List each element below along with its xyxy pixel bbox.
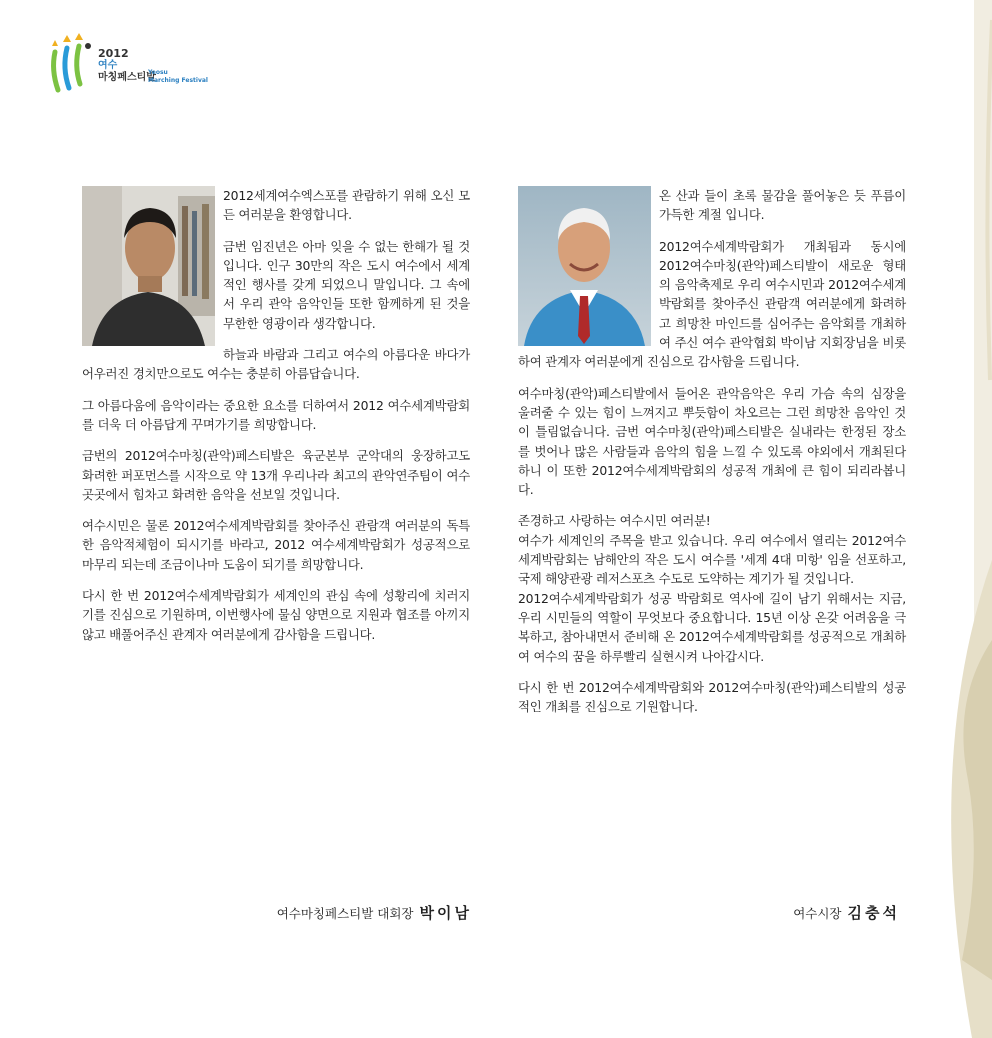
right-paragraph-6: 2012여수세계박람회가 성공 박람회로 역사에 길이 남기 위해서는 지금, 우리 시민들의 역할이 무엇보다 중요합니다. 15년 이상 온갖 어려움을 극복하고, 참아내면서 준비해 온 2012여수세계박람회를 성공적으로 개최하여 여수의 꿈을 하루빨리 실현시켜 나아갑시다.: [518, 590, 906, 664]
mayor-greeting-column: [518, 186, 906, 728]
logo-figures-icon: [48, 32, 92, 94]
left-paragraph-3: 하늘과 바람과 그리고 여수의 아름다운 바다가 어우러진 경치만으로도 여수는 충분히 아름답습니다.: [82, 347, 470, 382]
left-paragraph-7: 다시 한 번 2012여수세계박람회가 세계인의 관심 속에 성황리에 치러지기를 진심으로 기원하며, 이번행사에 물심 양면으로 지원과 협조를 아끼지 않고 배풀어주신 관계자 여러분에게 감사함을 드립니다.: [82, 588, 470, 642]
logo-name: 마칭페스티발: [98, 72, 156, 83]
chairman-portrait-photo: [82, 186, 215, 346]
festival-logo: [48, 32, 248, 96]
right-paragraph-4: 존경하고 사랑하는 여수시민 여러분!: [518, 513, 711, 529]
mayor-signature-name: 김충석: [847, 904, 900, 922]
chairman-signature-title: 여수마칭페스티발 대회장: [276, 906, 414, 921]
chairman-greeting-column: [82, 186, 470, 656]
mayor-signature-title: 여수시장: [793, 906, 842, 921]
logo-english-line-1: Yeosu: [148, 69, 168, 76]
right-paragraph-1: 온 산과 들이 초록 물감을 풀어놓은 듯 푸름이 가득한 계절 입니다.: [659, 188, 906, 223]
chairman-signature-name: 박이남: [419, 904, 472, 922]
logo-city: 여수: [98, 60, 118, 71]
left-paragraph-6: 여수시민은 물론 2012여수세계박람회를 찾아주신 관람객 여러분의 독특한 음악적체험이 되시기를 바라고, 2012 여수세계박람회가 성공적으로 마무리 되는데 조금이나마 도움이 되기를 희망합니다.: [82, 518, 470, 572]
mayor-portrait-photo: [518, 186, 651, 346]
right-paragraph-2: 2012여수세계박람회가 개최됨과 동시에 2012여수마칭(관악)페스티발이 새로운 형태의 음악축제로 우리 여수시민과 2012여수세계박람회를 찾아주신 관람객 여러분에게 화려하고 희망찬 마인드를 심어주는 음악회를 개최하여 주신 여수 관악협회 박이남 지회장님을 비롯하여 관계자 여러분에게 진심으로 감사함을 드립니다.: [518, 238, 906, 370]
left-paragraph-2: 금번 임진년은 아마 잊을 수 없는 한해가 될 것입니다. 인구 30만의 작은 도시 여수에서 세계적인 행사를 갖게 되었으니 말입니다. 그 속에서 우리 관악 음악인들 또한 함께하게 된 것을 무한한 영광이라 생각합니다.: [223, 238, 470, 331]
left-paragraph-5: 금번의 2012여수마칭(관악)페스티발은 육군본부 군악대의 웅장하고도 화려한 퍼포먼스를 시작으로 약 13개 우리나라 최고의 관악연주팀이 여수 곳곳에서 힘차고 화려한 음악을 선보일 것입니다.: [82, 448, 470, 502]
right-paragraph-5: 여수가 세계인의 주목을 받고 있습니다. 우리 여수에서 열리는 2012여수세계박람회는 남해안의 작은 도시 여수를 '세계 4대 미항' 임을 선포하고, 국제 해양관광 레저스포츠 수도로 도약하는 계기가 될 것입니다.: [518, 532, 906, 587]
logo-english-line-2: Marching Festival: [148, 77, 208, 84]
right-paragraph-7: 다시 한 번 2012여수세계박람회와 2012여수마칭(관악)페스티발의 성공적인 개최를 진심으로 기원합니다.: [518, 679, 906, 715]
mayor-signature: [793, 902, 900, 923]
globe-decoration: [932, 0, 992, 1038]
chairman-signature: [277, 902, 472, 923]
right-paragraph-3: 여수마칭(관악)페스티발에서 들어온 관악음악은 우리 가슴 속의 심장을 울려줄 수 있는 힘이 느껴지고 뿌듯함이 차오르는 그런 희망찬 음악인 것이 틀림없습니다. 금번 여수마칭(관악)페스티발은 실내라는 한정된 장소를 벗어나 많은 사람들과 음악의 힘을 느낄 수 있도록 야외에서 개최된다 하니 이 또한 2012여수세계박람회의 성공적 개최에 큰 힘이 되리라봅니다.: [518, 385, 906, 498]
left-paragraph-4: 그 아름다움에 음악이라는 중요한 요소를 더하여서 2012 여수세계박람회를 더욱 더 아름답게 꾸며가기를 희망합니다.: [82, 397, 470, 432]
logo-english-name: [148, 69, 208, 85]
left-paragraph-1: 2012세계여수엑스포를 관람하기 위해 오신 모든 여러분을 환영합니다.: [223, 188, 470, 223]
logo-year: 2012: [98, 47, 129, 60]
